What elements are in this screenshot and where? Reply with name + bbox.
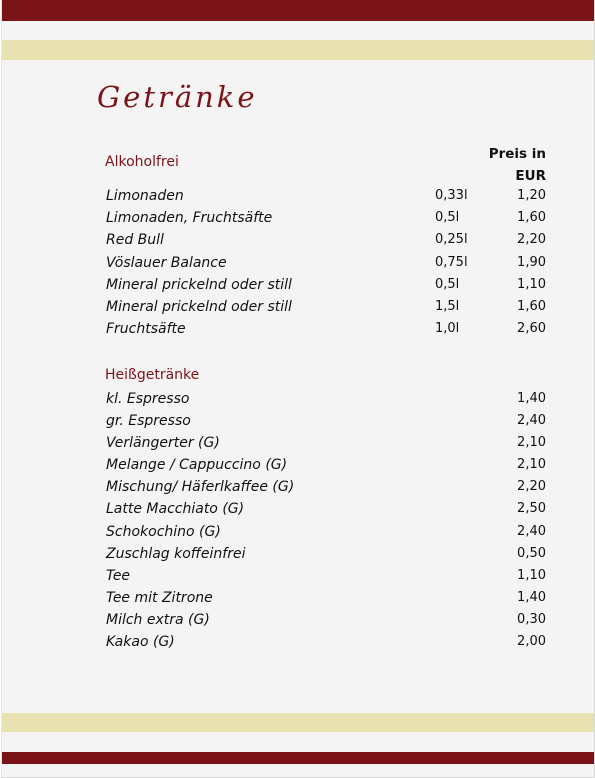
- item-price: 2,00: [517, 634, 546, 650]
- item-name: gr. Espresso: [106, 413, 191, 430]
- alkoholfrei-list: [2, 186, 594, 341]
- item-volume: 1,5l: [435, 298, 460, 314]
- menu-item-row: [2, 208, 594, 230]
- item-name: Mineral prickelnd oder still: [106, 276, 292, 293]
- menu-item-row: [2, 389, 594, 411]
- menu-page: [1, 0, 595, 778]
- item-name: Melange / Cappuccino (G): [106, 457, 288, 474]
- price-header-line1: Preis in: [488, 146, 546, 162]
- item-price: 2,10: [517, 457, 546, 473]
- item-price: 2,20: [517, 232, 546, 248]
- item-volume: 0,5l: [435, 210, 460, 226]
- item-name: Verlängerter (G): [106, 435, 220, 452]
- heissgetraenke-list: [2, 389, 594, 654]
- item-name: Zuschlag koffeinfrei: [106, 545, 246, 562]
- menu-item-row: [2, 477, 594, 499]
- item-price: 1,10: [517, 567, 546, 583]
- item-volume: 0,25l: [435, 232, 468, 248]
- item-price: 2,20: [517, 479, 546, 495]
- item-price: 0,30: [517, 611, 546, 627]
- menu-item-row: [2, 588, 594, 610]
- item-name: Limonaden: [106, 188, 184, 204]
- menu-item-row: [2, 455, 594, 477]
- item-price: 1,40: [517, 589, 546, 605]
- item-name: Mischung/ Häferlkaffee (G): [106, 479, 295, 496]
- menu-item-row: [2, 411, 594, 433]
- item-volume: 0,5l: [435, 276, 460, 292]
- price-column-header: [489, 143, 546, 187]
- menu-item-row: [2, 433, 594, 455]
- item-name: Vöslauer Balance: [106, 254, 227, 271]
- item-name: Mineral prickelnd oder still: [106, 298, 292, 315]
- menu-item-row: [2, 566, 594, 588]
- item-name: Milch extra (G): [106, 611, 210, 628]
- section-heading-heissgetraenke: Heißgetränke: [105, 367, 200, 383]
- item-name: Red Bull: [106, 232, 164, 249]
- menu-item-row: [2, 230, 594, 252]
- item-price: 2,10: [517, 435, 546, 451]
- item-name: kl. Espresso: [106, 391, 190, 407]
- item-price: 1,40: [517, 391, 546, 406]
- item-price: 1,10: [517, 276, 546, 292]
- item-price: 0,50: [517, 545, 546, 561]
- menu-item-row: [2, 499, 594, 521]
- item-price: 1,60: [517, 210, 546, 226]
- menu-item-row: [2, 253, 594, 275]
- item-name: Schokochino (G): [106, 523, 221, 540]
- price-header-line2: EUR: [515, 168, 546, 184]
- section-heading-alkoholfrei: Alkoholfrei: [105, 154, 179, 170]
- item-price: 2,50: [517, 501, 546, 517]
- item-price: 1,20: [517, 188, 546, 203]
- item-price: 2,40: [517, 413, 546, 429]
- item-name: Limonaden, Fruchtsäfte: [106, 210, 273, 227]
- menu-item-row: [2, 275, 594, 297]
- item-price: 1,90: [517, 254, 546, 270]
- item-name: Tee mit Zitrone: [106, 589, 213, 606]
- item-price: 2,40: [517, 523, 546, 539]
- menu-item-row: [2, 186, 594, 208]
- bottom-cream-band: [2, 713, 594, 732]
- item-volume: 0,75l: [435, 254, 468, 270]
- item-name: Fruchtsäfte: [106, 321, 186, 338]
- menu-item-row: [2, 610, 594, 632]
- item-price: 2,60: [517, 321, 546, 337]
- item-name: Tee: [106, 567, 131, 584]
- menu-item-row: [2, 544, 594, 566]
- menu-item-row: [2, 632, 594, 654]
- item-name: Latte Macchiato (G): [106, 501, 245, 518]
- item-volume: 1,0l: [435, 321, 460, 337]
- menu-item-row: [2, 522, 594, 544]
- menu-item-row: [2, 319, 594, 341]
- item-volume: 0,33l: [435, 188, 468, 203]
- item-name: Kakao (G): [106, 634, 175, 651]
- item-price: 1,60: [517, 298, 546, 314]
- menu-item-row: [2, 297, 594, 319]
- page-title: Getränke: [97, 80, 258, 114]
- top-cream-band: [2, 40, 594, 60]
- top-red-band: [2, 0, 594, 21]
- bottom-red-band: [2, 752, 594, 764]
